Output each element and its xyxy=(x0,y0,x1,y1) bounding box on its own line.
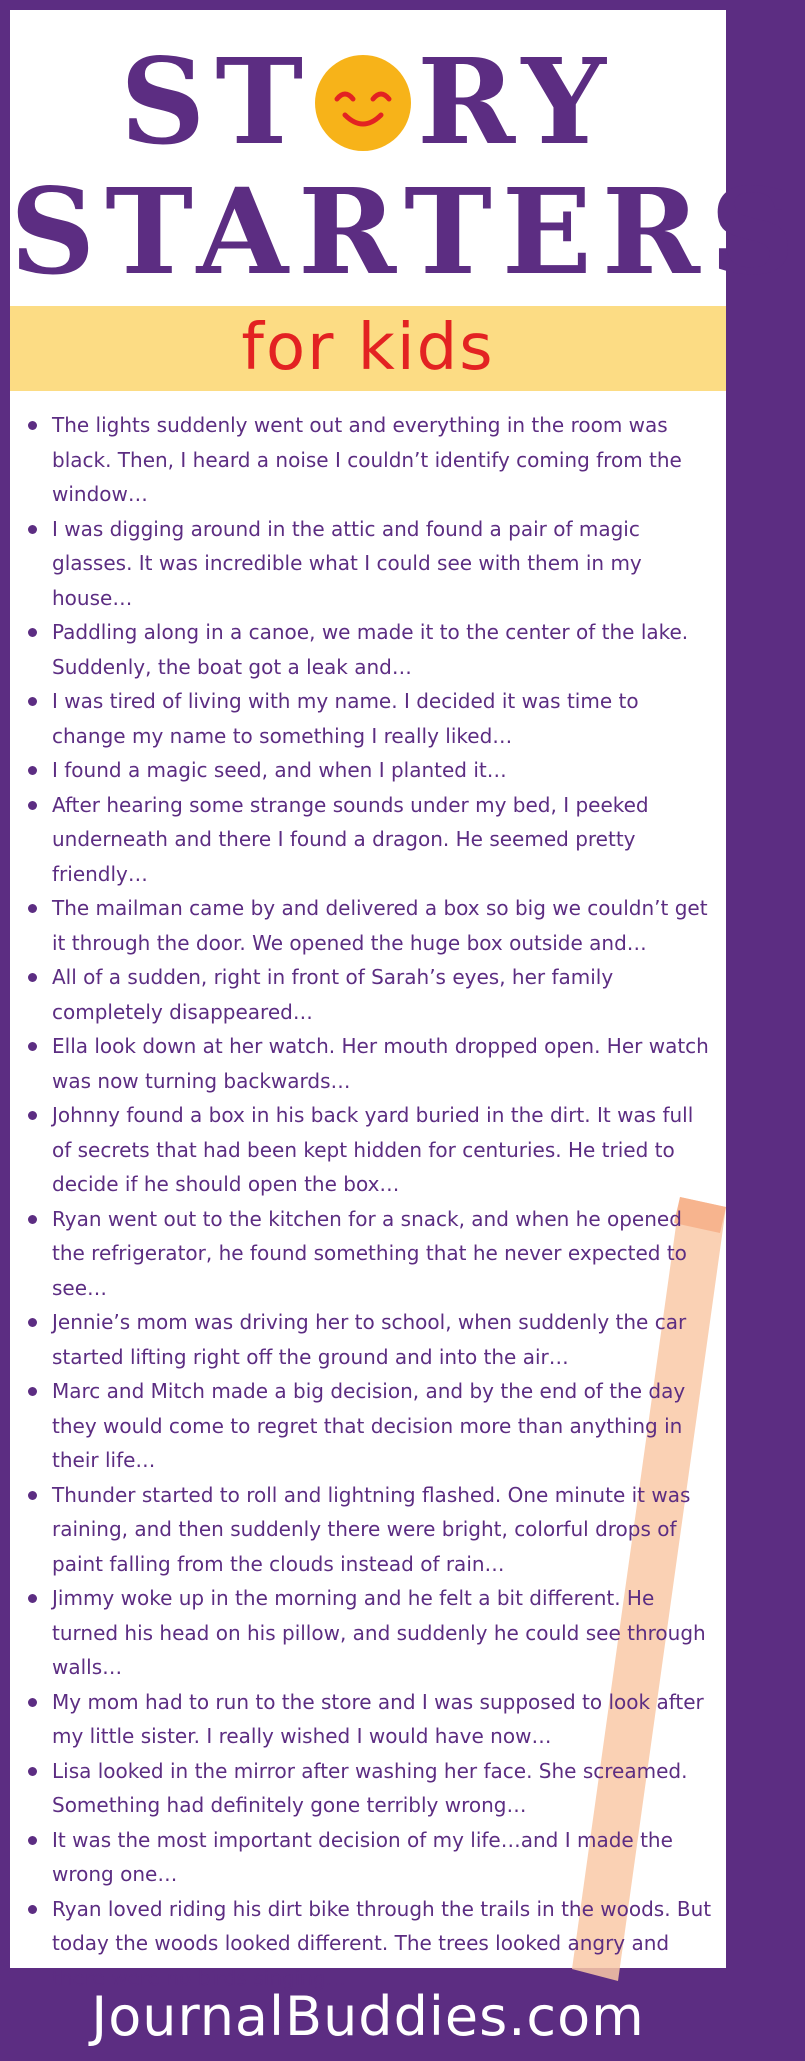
story-starter-item xyxy=(26,1823,718,1892)
title-part2: RY xyxy=(417,32,616,171)
story-starter-text: Paddling along in a canoe, we made it to the center of the lake. Suddenly, the boat got a leak and… xyxy=(52,620,689,679)
story-starter-item xyxy=(26,1374,718,1478)
bullet-icon xyxy=(28,1594,37,1603)
story-starter-item xyxy=(26,753,718,788)
bullet-icon xyxy=(28,628,37,637)
story-starter-item xyxy=(26,512,718,616)
bullet-icon xyxy=(28,973,37,982)
story-starter-item xyxy=(26,788,718,892)
bullet-icon xyxy=(28,1387,37,1396)
bullet-icon xyxy=(28,766,37,775)
bullet-icon xyxy=(28,1491,37,1500)
story-starter-text: Thunder started to roll and lightning flashed. One minute it was raining, and then suddenly there were bright, colorful drops of paint falling from the clouds instead of rain… xyxy=(52,1482,691,1576)
story-starter-text: The mailman came by and delivered a box so big we couldn’t get it through the door. We opened the huge box outside and… xyxy=(52,896,708,955)
bullet-icon xyxy=(28,1836,37,1845)
story-starter-item xyxy=(26,1029,718,1098)
story-starter-item xyxy=(26,1581,718,1685)
story-starter-text: I was digging around in the attic and found a pair of magic glasses. It was incredible what I could see with them in my house… xyxy=(52,516,642,610)
story-starter-text: Ryan loved riding his dirt bike through the trails in the woods. But today the woods looked different. The trees looked angry and there were no birds singing… xyxy=(52,1896,712,1990)
bullet-icon xyxy=(28,421,37,430)
story-starter-text: My mom had to run to the store and I was supposed to look after my little sister. I really wished I would have now… xyxy=(52,1689,704,1748)
bullet-icon xyxy=(28,801,37,810)
bullet-icon xyxy=(28,1698,37,1707)
story-starter-text: Jimmy woke up in the morning and he felt a bit different. He turned his head on his pillow, and suddenly he could see through walls… xyxy=(52,1586,706,1679)
story-starter-item xyxy=(26,1305,718,1374)
story-starter-text: Johnny found a box in his back yard buried in the dirt. It was full of secrets that had been kept hidden for centuries. He tried to decide if he should open the box… xyxy=(52,1103,694,1196)
story-starter-text: It was the most important decision of my life…and I made the wrong one… xyxy=(52,1827,673,1886)
bullet-icon xyxy=(28,1767,37,1776)
smiley-face-icon xyxy=(315,55,411,151)
title-part1: ST xyxy=(120,32,314,171)
story-starter-item xyxy=(26,1685,718,1754)
story-starter-item xyxy=(26,1202,718,1306)
bullet-icon xyxy=(28,1215,37,1224)
story-starters-list xyxy=(26,408,718,1995)
bullet-icon xyxy=(28,904,37,913)
bullet-icon xyxy=(28,1042,37,1051)
story-starter-item xyxy=(26,684,718,753)
story-starter-item xyxy=(26,891,718,960)
story-starter-item xyxy=(26,1478,718,1582)
footer-website[interactable]: JournalBuddies.com xyxy=(91,1985,645,2048)
story-starter-text: After hearing some strange sounds under my bed, I peeked underneath and there I found a dragon. He seemed pretty friendly… xyxy=(52,792,649,886)
bullet-icon xyxy=(28,1905,37,1914)
story-starter-item xyxy=(26,408,718,512)
subtitle-banner xyxy=(10,306,726,391)
story-starter-text: Jennie’s mom was driving her to school, when suddenly the car started lifting right off the ground and into the air… xyxy=(52,1310,687,1369)
story-starter-text: Ryan went out to the kitchen for a snack, and when he opened the refrigerator, he found something that he never expected to see… xyxy=(52,1206,687,1300)
story-starters-card xyxy=(10,10,805,1990)
title-starters: STARTERS xyxy=(10,162,805,301)
story-starter-text: All of a sudden, right in front of Sarah’s eyes, her family completely disappeared… xyxy=(52,965,614,1024)
story-starter-text: Ella look down at her watch. Her mouth dropped open. Her watch was now turning backwards… xyxy=(52,1034,709,1093)
story-starter-text: I found a magic seed, and when I planted it… xyxy=(52,758,507,782)
bullet-icon xyxy=(28,1318,37,1327)
story-starter-text: Marc and Mitch made a big decision, and by the end of the day they would come to regret that decision more than anything in their life… xyxy=(52,1379,686,1472)
story-starter-item xyxy=(26,615,718,684)
story-starter-item xyxy=(26,960,718,1029)
bullet-icon xyxy=(28,697,37,706)
subtitle-text: for kids xyxy=(241,311,495,385)
story-starter-text: I was tired of living with my name. I decided it was time to change my name to something I really liked… xyxy=(52,689,639,748)
bullet-icon xyxy=(28,1111,37,1120)
story-starter-item xyxy=(26,1754,718,1823)
story-starter-text: Lisa looked in the mirror after washing her face. She screamed. Something had definitely gone terribly wrong… xyxy=(52,1758,688,1817)
bullet-icon xyxy=(28,525,37,534)
title-story xyxy=(10,32,726,172)
story-starter-text: The lights suddenly went out and everything in the room was black. Then, I heard a noise I couldn’t identify coming from the window… xyxy=(52,413,682,506)
story-starter-item xyxy=(26,1098,718,1202)
